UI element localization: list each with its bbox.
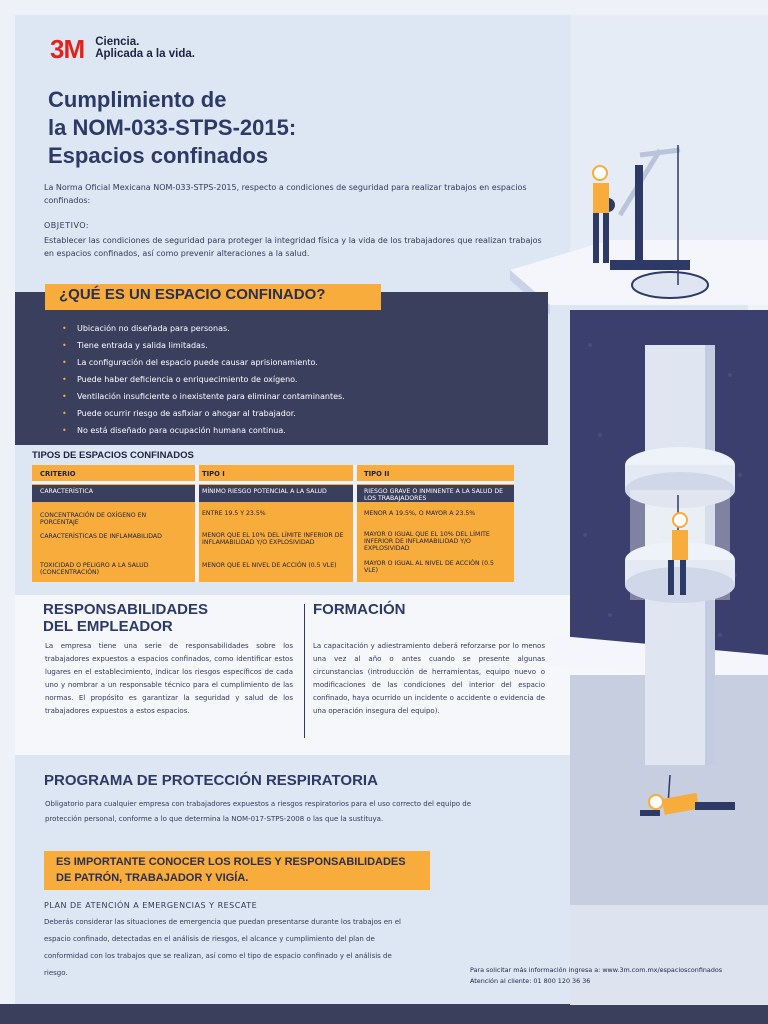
confined-space-illustration [490, 15, 768, 1005]
table-cell: MAYOR O IGUAL QUE EL 10% DEL LÍMITE INFERIOR DE INFLAMABILIDAD Y/O EXPLOSIVIDAD [364, 531, 490, 552]
list-item: • La configuración del espacio puede causar aprisionamiento. [62, 354, 462, 371]
training-text: La capacitación y adiestramiento deberá reforzarse por lo menos una vez al año o antes cuando se presente algunas circunstancias (introducción de herramientas, equipo nuevo o modificaciones de las condiciones del interior del espacio confinado, haya ocurrido un incidente o accidente o evidencia de una operación insegura del equipo). [313, 642, 545, 715]
roles-callout [44, 851, 430, 890]
responsibilities-text: La empresa tiene una serie de responsabilidades sobre los trabajadores expuestos a espacios confinados, como identificar estos lugares en el establecimiento, indicar los riesgos específicos de cada uno y nombrar a un responsable técnico para el cumplimiento de las normas. El propósito es garantizar la seguridad y salud de los trabajadores expuestos a estos espacios. [45, 642, 293, 715]
emergency-plan-title: PLAN DE ATENCIÓN A EMERGENCIAS Y RESCATE [44, 901, 258, 910]
bullet-icon: • [62, 358, 67, 367]
table-cell: MAYOR O IGUAL AL NIVEL DE ACCIÓN (0.5 VLE) [364, 560, 494, 574]
list-item: • Tiene entrada y salida limitadas. [62, 337, 462, 354]
confined-space-heading [45, 284, 381, 310]
confined-space-heading-text: ¿QUÉ ES UN ESPACIO CONFINADO? [59, 286, 326, 303]
bullet-icon: • [62, 324, 67, 333]
contact-phone: Atención al cliente: 01 800 120 36 36 [470, 977, 591, 985]
table-cell: MENOR QUE EL 10% DEL LÍMITE INFERIOR DE INFLAMABILIDAD Y/O EXPLOSIVIDAD [202, 532, 344, 546]
3m-logo: 3M [50, 34, 85, 64]
bullet-icon: • [62, 426, 67, 435]
title-line-3: Espacios confinados [48, 143, 269, 168]
bullet-icon: • [62, 375, 67, 384]
responsibilities-title: RESPONSABILIDADES DEL EMPLEADOR [43, 601, 209, 635]
training-title: FORMACIÓN [313, 601, 406, 618]
tagline-line-2: Aplicada a la vida. [95, 48, 195, 60]
table-header-criterio: CRITERIO [40, 470, 76, 478]
footer-bar [0, 1004, 768, 1024]
table-cell: TOXICIDAD O PELIGRO A LA SALUD (CONCENTRACIÓN) [40, 562, 149, 576]
list-item: • Ubicación no diseñada para personas. [62, 320, 462, 337]
table-header-tipo-1: TIPO I [202, 470, 225, 478]
table-cell: RIESGO GRAVE O INMINENTE A LA SALUD DE LOS TRABAJADORES [364, 488, 503, 502]
program-title: PROGRAMA DE PROTECCIÓN RESPIRATORIA [44, 772, 378, 789]
objective-label: OBJETIVO: [44, 221, 90, 230]
bullet-icon: • [62, 392, 67, 401]
table-divider [353, 465, 357, 582]
list-item: • Puede haber deficiencia o enriquecimiento de oxígeno. [62, 371, 462, 388]
roles-line-2: DE PATRÓN, TRABAJADOR Y VIGÍA. [56, 872, 249, 884]
list-item: • Puede ocurrir riesgo de asfixiar o ahogar al trabajador. [62, 405, 462, 422]
brand-logo [50, 36, 195, 62]
bullet-icon: • [62, 341, 67, 350]
table-cell: CARACTERÍSTICAS DE INFLAMABILIDAD [40, 533, 162, 540]
section-divider [304, 604, 305, 738]
list-item: • No está diseñado para ocupación humana continua. [62, 422, 462, 439]
table-cell: MÍNIMO RIESGO POTENCIAL A LA SALUD [202, 488, 327, 495]
table-cell: CONCENTRACIÓN DE OXÍGENO EN PORCENTAJE [40, 512, 147, 526]
intro-paragraph: La Norma Oficial Mexicana NOM-033-STPS-2015, respecto a condiciones de seguridad para realizar trabajos en espacios confinados: [44, 183, 527, 205]
table-divider [32, 481, 514, 484]
confined-space-list [62, 320, 462, 439]
program-text: Obligatorio para cualquier empresa con trabajadores expuestos a riesgos respiratorios para el uso correcto del equipo de protección personal, conforme a lo que determina la NOM-017-STPS-2008 o las que la sustituya. [45, 800, 472, 823]
page-title [48, 86, 388, 170]
contact-website: Para solicitar más información ingresa a: www.3m.com.mx/espaciosconfinados [470, 966, 723, 974]
table-cell: MENOR A 19.5%, O MAYOR A 23.5% [364, 510, 476, 517]
types-table [32, 465, 514, 582]
tagline-line-1: Ciencia. [95, 36, 140, 48]
table-cell: ENTRE 19.5 Y 23.5% [202, 510, 266, 517]
objective-text: Establecer las condiciones de seguridad para proteger la integridad física y la vida de los trabajadores que realizan trabajos en espacios confinados, así como prevenir alteraciones a la salud. [44, 236, 542, 258]
types-table-title: TIPOS DE ESPACIOS CONFINADOS [32, 450, 194, 461]
contact-info [470, 965, 750, 987]
table-cell: MENOR QUE EL NIVEL DE ACCIÓN (0.5 VLE) [202, 562, 337, 569]
table-header-tipo-2: TIPO II [364, 470, 390, 478]
roles-line-1: ES IMPORTANTE CONOCER LOS ROLES Y RESPONSABILIDADES [56, 856, 406, 868]
emergency-plan-text: Deberás considerar las situaciones de emergencia que puedan presentarse durante los trabajos en el espacio confinado, detectadas en el análisis de riesgos, el alcance y cumplimiento del plan de conformidad con los trabajos que se realizan, así como el tipo de espacio confinado y el análisis de riesgo. [44, 918, 401, 977]
list-item: • Ventilación insuficiente o inexistente para eliminar contaminantes. [62, 388, 462, 405]
table-cell: CARACTERÍSTICA [40, 488, 93, 495]
table-divider [195, 465, 199, 582]
brand-tagline [95, 36, 195, 60]
bullet-icon: • [62, 409, 67, 418]
title-line-1: Cumplimiento de [48, 87, 227, 112]
title-line-2: la NOM-033-STPS-2015: [48, 115, 297, 140]
